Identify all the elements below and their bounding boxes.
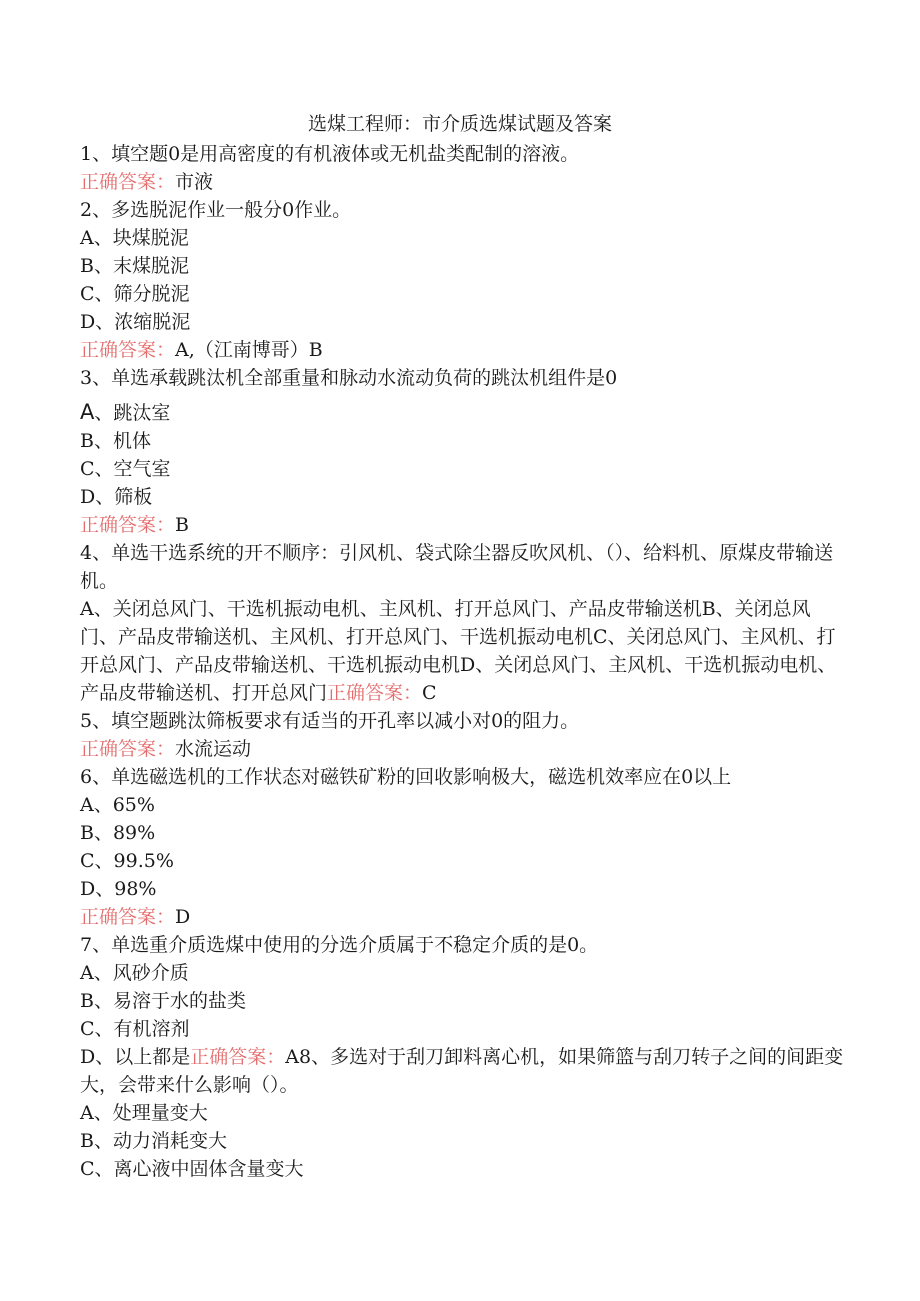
option: B、机体 bbox=[80, 430, 151, 452]
option: A、块煤脱泥 bbox=[80, 227, 189, 249]
option bbox=[80, 398, 845, 427]
option: A、风砂介质 bbox=[80, 962, 189, 984]
question-8: 8、多选对于刮刀卸料离心机，如果筛篮与刮刀转子之间的间距变大，会带来什么影响（）。 bbox=[80, 1046, 844, 1096]
option: A、处理量变大 bbox=[80, 1102, 208, 1124]
answer-label: 正确答案： bbox=[80, 514, 176, 536]
option: C、有机溶剂 bbox=[80, 1018, 190, 1040]
answer-value: 市液 bbox=[175, 171, 214, 193]
answer-2 bbox=[80, 336, 845, 364]
option: B、末煤脱泥 bbox=[80, 255, 189, 277]
answer-label: 正确答案： bbox=[327, 682, 423, 704]
answer-3 bbox=[80, 511, 845, 539]
option: B、89% bbox=[80, 822, 156, 844]
option: A、65% bbox=[80, 794, 155, 816]
option: C、筛分脱泥 bbox=[80, 283, 190, 305]
answer-6 bbox=[80, 903, 845, 931]
question-2: 2、多选脱泥作业一般分0作业。 bbox=[80, 199, 352, 221]
answer-label: 正确答案： bbox=[80, 171, 176, 193]
answer-value: 水流运动 bbox=[175, 738, 252, 760]
option: C、99.5% bbox=[80, 850, 174, 872]
answer-label: 正确答案： bbox=[190, 1046, 286, 1068]
option: B、易溶于水的盐类 bbox=[80, 990, 246, 1012]
answer-label: 正确答案： bbox=[80, 339, 176, 361]
document-body bbox=[80, 140, 845, 1183]
option: D、以上都是 bbox=[80, 1046, 191, 1068]
answer-value: B bbox=[175, 514, 189, 536]
answer-value: A bbox=[285, 1046, 299, 1068]
option: B、动力消耗变大 bbox=[80, 1130, 227, 1152]
question-4-options bbox=[80, 595, 845, 707]
option-letter: A bbox=[80, 400, 95, 424]
answer-7-and-question-8 bbox=[80, 1043, 845, 1099]
answer-value: C bbox=[422, 682, 437, 704]
question-5: 5、填空题跳汰筛板要求有适当的开孔率以减小对0的阻力。 bbox=[80, 710, 580, 732]
question-6: 6、单选磁选机的工作状态对磁铁矿粉的回收影响极大，磁选机效率应在0以上 bbox=[80, 766, 732, 788]
answer-value: D bbox=[175, 906, 191, 928]
question-1: 1、填空题0是用高密度的有机液体或无机盐类配制的溶液。 bbox=[80, 143, 580, 165]
option: D、筛板 bbox=[80, 486, 153, 508]
document-title: 选煤工程师：市介质选煤试题及答案 bbox=[307, 113, 612, 135]
question-7: 7、单选重介质选煤中使用的分选介质属于不稳定介质的是0。 bbox=[80, 934, 599, 956]
option: C、空气室 bbox=[80, 458, 171, 480]
option: D、浓缩脱泥 bbox=[80, 311, 191, 333]
answer-label: 正确答案： bbox=[80, 738, 176, 760]
question-4: 4、单选干选系统的开不顺序：引风机、袋式除尘器反吹风机、（）、给料机、原煤皮带输送机。 bbox=[80, 542, 834, 592]
answer-5 bbox=[80, 735, 845, 763]
answer-value: A,（江南博哥）B bbox=[175, 339, 323, 361]
option-text: 、跳汰室 bbox=[94, 402, 171, 424]
answer-label: 正确答案： bbox=[80, 906, 176, 928]
answer-1 bbox=[80, 168, 845, 196]
question-3: 3、单选承载跳汰机全部重量和脉动水流动负荷的跳汰机组件是0 bbox=[80, 367, 618, 389]
option: C、离心液中固体含量变大 bbox=[80, 1158, 304, 1180]
options-text: A、关闭总风门、干选机振动电机、主风机、打开总风门、产品皮带输送机B、关闭总风门、产品皮带输送机、主风机、打开总风门、干选机振动电机C、关闭总风门、主风机、打开总风门、产品皮带输送机、干选机振动电机D、关闭总风门、主风机、干选机振动电机、产品皮带输送机、打开总风门 bbox=[80, 598, 837, 704]
option: D、98% bbox=[80, 878, 157, 900]
